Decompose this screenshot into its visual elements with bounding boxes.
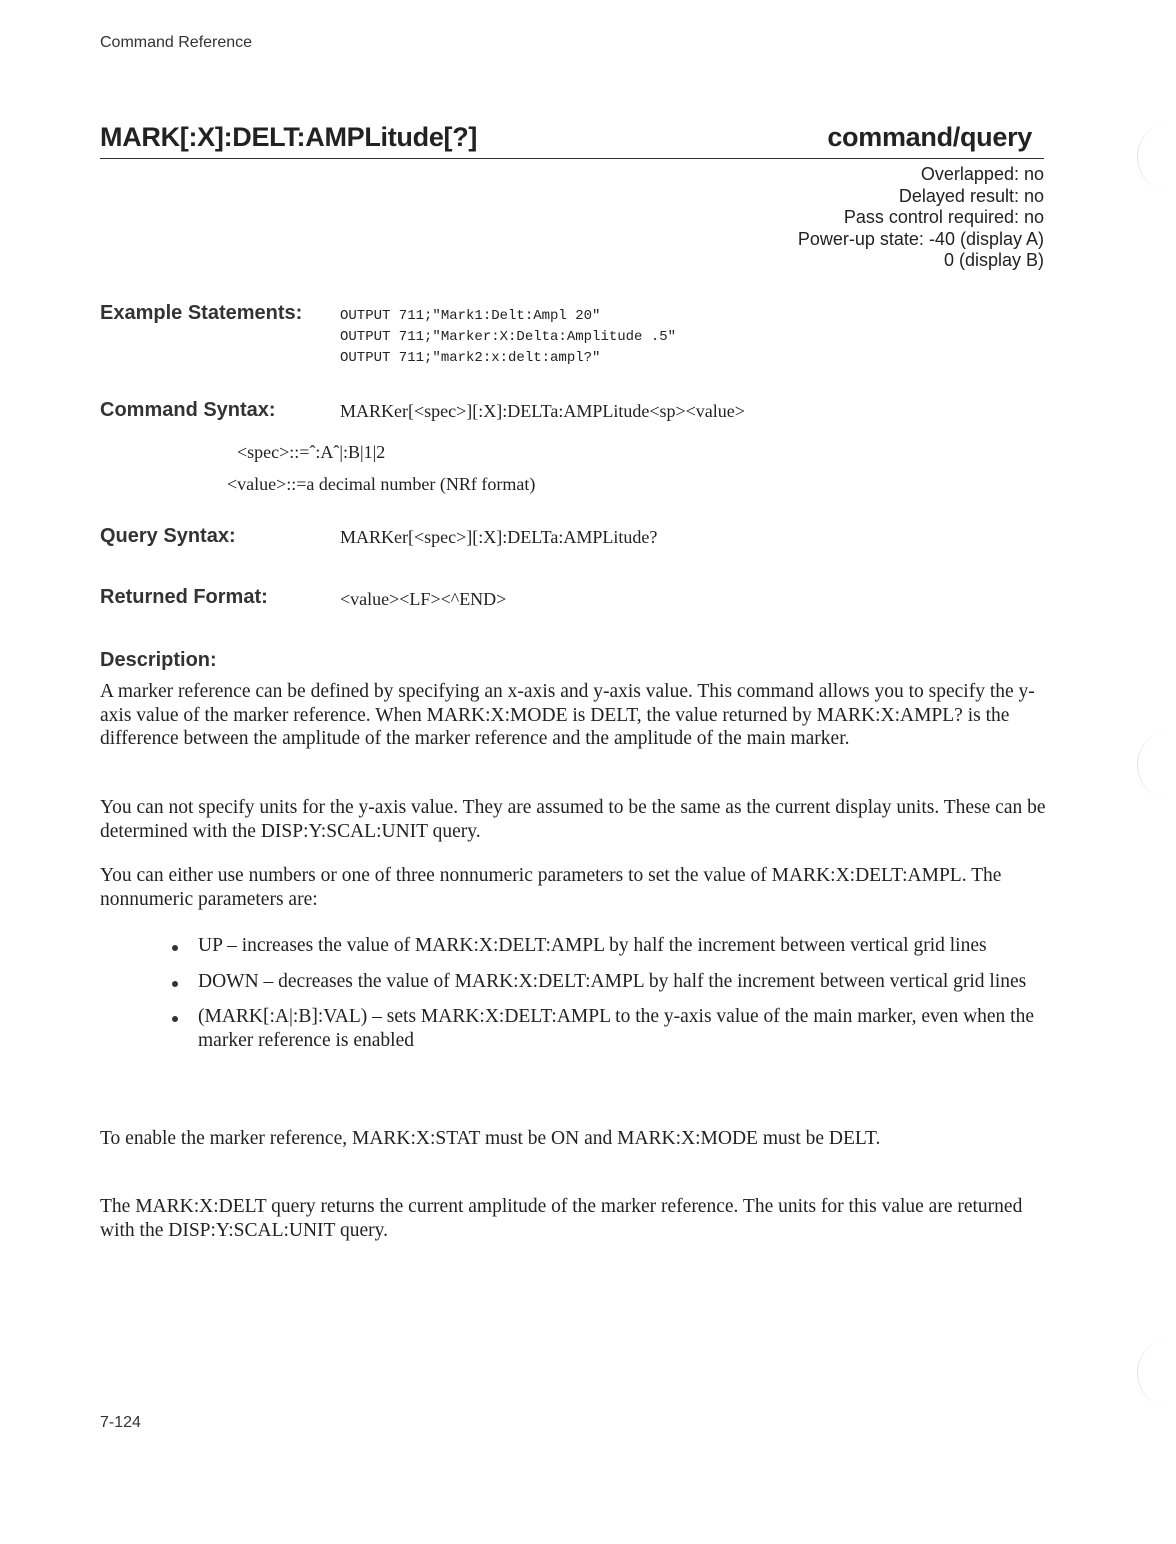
bullet-icon [172, 981, 178, 987]
attribute-delayed-result: Delayed result: no [898, 185, 1044, 206]
description-paragraph: A marker reference can be defined by specifying an x-axis and y-axis value. This command allows you to specify the y-axis value of the marker reference. When MARK:X:MODE is DELT, the value returned by MARK:X:AMPL? is the difference between the amplitude of the marker reference and the amplitude of the main marker. [100, 681, 1035, 749]
example-line: OUTPUT 711;"Mark1:Delt:Ampl 20" [340, 308, 601, 324]
bullet-icon [172, 1016, 178, 1022]
command-title-row [100, 118, 1044, 159]
spec-definition: <spec>::=ˆ:Aˆ|:B|1|2 [237, 442, 386, 462]
page-number: 7-124 [100, 1414, 141, 1431]
command-syntax-label: Command Syntax: [100, 399, 276, 421]
list-item [168, 1005, 1038, 1052]
description-paragraph: You can not specify units for the y-axis value. They are assumed to be the same as the current display units. These can be determined with the DISP:Y:SCAL:UNIT query. [100, 797, 1046, 842]
command-attributes [624, 164, 1044, 272]
example-line: OUTPUT 711;"Marker:X:Delta:Amplitude .5" [340, 329, 677, 345]
list-item-text: DOWN – decreases the value of MARK:X:DELT:AMPL by half the increment between vertical grid lines [198, 970, 1027, 992]
running-head: Command Reference [100, 34, 253, 51]
command-type: command/query [827, 122, 1032, 152]
list-item-text: (MARK[:A|:B]:VAL) – sets MARK:X:DELT:AMPL to the y-axis value of the main marker, even when the marker reference is enabled [198, 1006, 1035, 1051]
description-paragraph: You can either use numbers or one of three nonnumeric parameters to set the value of MARK:X:DELT:AMPL. The nonnumeric parameters are: [100, 865, 1002, 910]
attribute-power-up-b: 0 (display B) [943, 250, 1044, 270]
example-line: OUTPUT 711;"mark2:x:delt:ampl?" [340, 350, 601, 366]
example-statements [340, 306, 676, 369]
binder-hole [1137, 122, 1176, 192]
description-label: Description: [100, 649, 217, 671]
binder-hole [1137, 730, 1176, 800]
binder-hole [1137, 1338, 1176, 1408]
list-item [168, 970, 1038, 994]
attribute-pass-control: Pass control required: no [843, 207, 1044, 227]
value-definition: <value>::=a decimal number (NRf format) [227, 474, 536, 494]
returned-format: <value><LF><^END> [340, 589, 507, 609]
bullet-icon [172, 945, 178, 951]
nonnumeric-parameter-list [168, 934, 1038, 1064]
command-title: MARK[:X]:DELT:AMPLitude[?] [100, 122, 478, 152]
query-syntax: MARKer[<spec>][:X]:DELTa:AMPLitude? [340, 527, 658, 547]
list-item-text: UP – increases the value of MARK:X:DELT:AMPL by half the increment between vertical grid lines [198, 935, 987, 956]
description-paragraph: To enable the marker reference, MARK:X:STAT must be ON and MARK:X:MODE must be DELT. [100, 1128, 881, 1149]
example-statements-label: Example Statements: [100, 302, 303, 324]
description-paragraph: The MARK:X:DELT query returns the current amplitude of the marker reference. The units for this value are returned with the DISP:Y:SCAL:UNIT query. [100, 1196, 1023, 1241]
returned-format-label: Returned Format: [100, 586, 268, 608]
attribute-power-up-a: Power-up state: -40 (display A) [797, 228, 1044, 249]
query-syntax-label: Query Syntax: [100, 525, 236, 547]
list-item [168, 934, 1038, 958]
command-syntax: MARKer[<spec>][:X]:DELTa:AMPLitude<sp><value> [340, 401, 745, 421]
attribute-overlapped: Overlapped: no [920, 164, 1044, 184]
